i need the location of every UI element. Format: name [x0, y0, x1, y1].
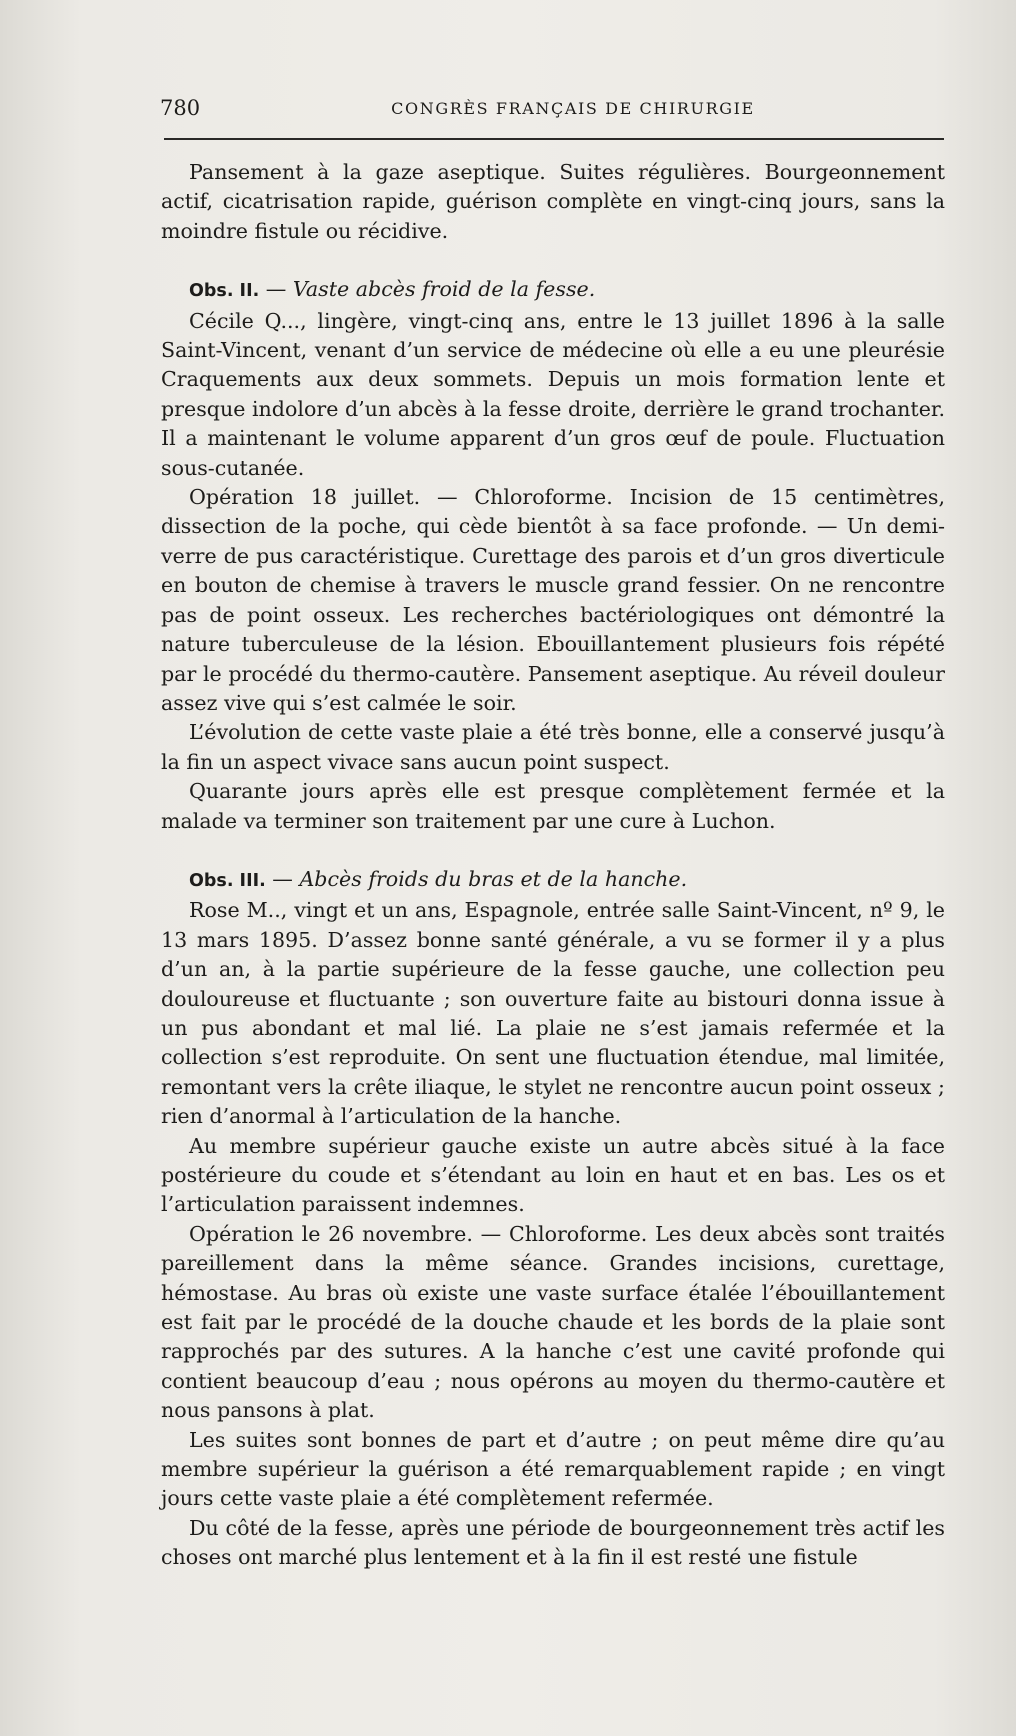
obs-3-label: Obs. III.	[189, 870, 266, 891]
paragraph-case1-outcome: Pansement à la gaze aseptique. Suites régulières. Bourgeonnement actif, cicatrisation rapide, guérison complète en vingt-cinq jours, sans la moindre fistule ou récidive.	[161, 160, 945, 243]
paragraph-obs3-hip: Du côté de la fesse, après une période de bourgeonnement très actif les choses ont marché plus lentement et à la fin il est resté une fistule	[161, 1515, 945, 1570]
paragraph-obs2-outcome: Quarante jours après elle est presque complètement fermée et la malade va terminer son traitement par une cure à Luchon.	[161, 779, 945, 833]
obs-2-heading	[161, 275, 945, 306]
obs-2-caption: Vaste abcès froid de la fesse.	[292, 277, 596, 302]
page-header	[160, 96, 946, 120]
paragraph-obs3-suites: Les suites sont bonnes de part et d’autre ; on peut même dire qu’au membre supérieur la guérison a été remarquablement rapide ; en vingt jours cette vaste plaie a été complètement refermée.	[161, 1427, 945, 1511]
paragraph-obs3-operation: Opération le 26 novembre. — Chloroforme. Les deux abcès sont traités pareillement dans la même séance. Grandes incisions, curettage, hémostase. Au bras où existe une vaste surface étalée l’ébouillantement est fait par le procédé de la douche chaude et les bords de la plaie sont rapprochés par des sutures. A la hanche c’est une cavité profonde qui contient beaucoup d’eau ; nous opérons au moyen du thermo-cautère et nous pansons à plat.	[161, 1221, 945, 1423]
paragraph-obs2-operation: Opération 18 juillet. — Chloroforme. Incision de 15 centimètres, dissection de la poche, qui cède bientôt à sa face profonde. — Un demi-verre de pus caractéristique. Curettage des parois et d’un gros diverticule en bouton de chemise à travers le muscle grand fessier. On ne rencontre pas de point osseux. Les recherches bactériologiques ont démontré la nature tuberculeuse de la lésion. Ebouillantement plusieurs fois répété par le procédé du thermo-cautère. Pansement aseptique. Au réveil douleur assez vive qui s’est calmée le soir.	[161, 485, 945, 715]
paragraph-obs3-history: Rose M.., vingt et un ans, Espagnole, entrée salle Saint-Vincent, nº 9, le 13 mars 1895. D’assez bonne santé générale, a vu se former il y a plus d’un an, à la partie supérieure de la fesse gauche, une collection peu douloureuse et fluctuante ; son ouverture faite au bistouri donna issue à un pus abondant et mal lié. La plaie ne s’est jamais refermée et la collection s’est reproduite. On sent une fluctuation étendue, mal limitée, remontant vers la crête iliaque, le stylet ne rencontre aucun point osseux ; rien d’anormal à l’articulation de la hanche.	[161, 898, 945, 1129]
obs-2-dash: —	[259, 277, 293, 302]
obs-3-heading	[161, 865, 945, 896]
obs-3-caption: Abcès froids du bras et de la hanche.	[299, 866, 688, 891]
page-number: 780	[160, 96, 201, 120]
obs-2-label: Obs. II.	[189, 281, 260, 302]
paragraph-obs3-arm: Au membre supérieur gauche existe un autre abcès situé à la face postérieure du coude et s’étendant au loin en haut et en bas. Les os et l’articulation paraissent indemnes.	[161, 1133, 945, 1217]
running-title: CONGRÈS FRANÇAIS DE CHIRURGIE	[391, 99, 755, 118]
body-text	[161, 158, 945, 1573]
paragraph-obs2-evolution: L’évolution de cette vaste plaie a été très bonne, elle a conservé jusqu’à la fin un aspect vivace sans aucun point suspect.	[161, 720, 945, 774]
paragraph-obs2-history: Cécile Q..., lingère, vingt-cinq ans, entre le 13 juillet 1896 à la salle Saint-Vincent, venant d’un service de médecine où elle a eu une pleurésie Craquements aux deux sommets. Depuis un mois formation lente et presque indolore d’un abcès à la fesse droite, derrière le grand trochanter. Il a maintenant le volume apparent d’un gros œuf de poule. Fluctuation sous-cutanée.	[161, 308, 946, 480]
header-rule	[164, 138, 944, 140]
obs-3-dash: —	[265, 866, 300, 891]
